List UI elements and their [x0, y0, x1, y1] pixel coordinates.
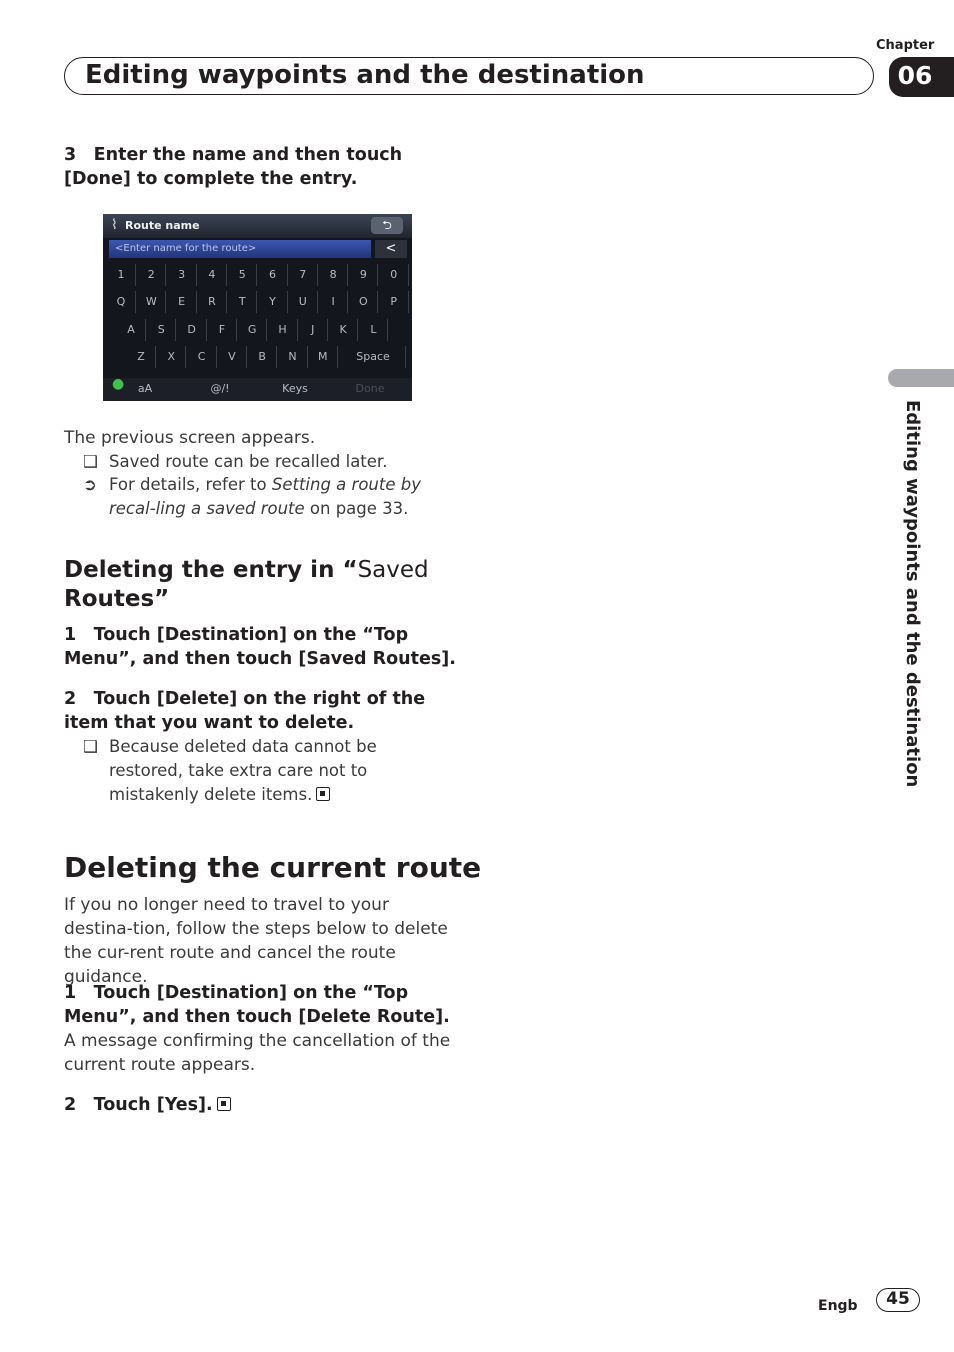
key-r: R	[198, 291, 227, 313]
side-tab-text: Editing waypoints and the destination	[902, 400, 923, 788]
key-8: 8	[319, 264, 348, 286]
section-heading-saved-routes	[64, 556, 464, 614]
key-l: L	[359, 319, 388, 341]
note-delete-warning	[83, 735, 444, 807]
keys-key: Keys	[282, 382, 308, 395]
space-key: Space	[341, 346, 406, 368]
done-key: Done	[355, 382, 385, 395]
key-w: W	[137, 291, 166, 313]
side-tab-marker	[888, 369, 954, 387]
key-f: F	[208, 319, 237, 341]
end-mark-icon	[316, 787, 330, 801]
note-delete-warning-text: Because deleted data cannot be restored, take extra care not to mistakenly delete items.	[109, 737, 377, 804]
key-a: A	[117, 319, 146, 341]
key-q: Q	[107, 291, 136, 313]
key-0: 0	[380, 264, 409, 286]
current-step-1: 1 Touch [Destination] on the “Top Menu”, and then touch [Delete Route].	[64, 983, 450, 1027]
page-number: 45	[876, 1288, 920, 1312]
key-v: V	[218, 346, 247, 368]
key-p: P	[380, 291, 409, 313]
case-key: aA	[137, 382, 153, 395]
key-4: 4	[198, 264, 227, 286]
saved-step-2: 2 Touch [Delete] on the right of the item that you want to delete.	[64, 689, 426, 733]
current-step-1-result: A message confirming the cancellation of the current route appears.	[64, 1031, 451, 1075]
note-box-icon: ❑	[83, 737, 98, 756]
key-u: U	[289, 291, 318, 313]
route-icon: ⌇	[111, 217, 118, 233]
end-mark-icon	[217, 1097, 231, 1111]
header-title-bar	[64, 57, 874, 95]
screen-titlebar	[103, 214, 412, 238]
key-i: I	[319, 291, 348, 313]
saved-step-1: 1 Touch [Destination] on the “Top Menu”, and then touch [Saved Routes].	[64, 625, 456, 669]
status-dot-icon: ●	[112, 376, 125, 392]
backspace-icon: <	[375, 240, 407, 258]
reference-arrow-icon: ➲	[83, 475, 97, 494]
previous-screen-text: The previous screen appears.	[64, 428, 316, 448]
heading-bold-part: Deleting the entry in “	[64, 557, 358, 583]
current-route-intro: If you no longer need to travel to your destina-tion, follow the steps below to delete the cur-rent route and cancel the route guidance.	[64, 895, 448, 987]
key-k: K	[329, 319, 358, 341]
footer-language: Engb	[818, 1298, 858, 1314]
reference-prefix: For details, refer to	[109, 475, 272, 494]
key-5: 5	[228, 264, 257, 286]
key-1: 1	[107, 264, 136, 286]
reference-suffix: on page 33.	[304, 499, 409, 518]
screen-bottom-bar	[103, 378, 412, 401]
key-2: 2	[137, 264, 166, 286]
current-step-2-text: 2 Touch [Yes].	[64, 1095, 213, 1115]
back-icon: ⮌	[371, 217, 403, 234]
key-h: H	[269, 319, 298, 341]
section-heading-current-route: Deleting the current route	[64, 851, 482, 884]
note-saved-route-text: Saved route can be recalled later.	[109, 452, 388, 471]
step-3: 3 Enter the name and then touch [Done] to complete the entry.	[64, 145, 403, 189]
chapter-label: Chapter	[876, 38, 935, 53]
key-g: G	[238, 319, 267, 341]
key-j: J	[299, 319, 328, 341]
key-c: C	[188, 346, 217, 368]
note-saved-route	[83, 450, 449, 474]
screen-title: Route name	[125, 219, 200, 232]
key-z: Z	[127, 346, 156, 368]
key-9: 9	[349, 264, 378, 286]
key-7: 7	[289, 264, 318, 286]
route-name-input: <Enter name for the route>	[109, 240, 371, 258]
heading-line2: Routes”	[64, 586, 170, 612]
reference-title: Setting a route by recal-ling a saved route	[109, 475, 421, 518]
key-y: Y	[259, 291, 288, 313]
key-n: N	[279, 346, 308, 368]
key-s: S	[147, 319, 176, 341]
symbol-key: @/!	[210, 382, 230, 395]
key-m: M	[309, 346, 338, 368]
key-o: O	[349, 291, 378, 313]
current-step-2	[64, 1093, 464, 1117]
page-title: Editing waypoints and the destination	[85, 60, 645, 90]
key-6: 6	[259, 264, 288, 286]
key-e: E	[168, 291, 197, 313]
note-box-icon: ❑	[83, 452, 98, 471]
chapter-number: 06	[897, 61, 933, 90]
chapter-number-box	[889, 57, 954, 97]
heading-normal-part: Saved	[357, 557, 429, 583]
key-3: 3	[168, 264, 197, 286]
device-screenshot	[103, 214, 412, 401]
key-b: B	[248, 346, 277, 368]
key-x: X	[157, 346, 186, 368]
key-t: T	[228, 291, 257, 313]
reference-note	[83, 473, 444, 521]
key-d: D	[178, 319, 207, 341]
